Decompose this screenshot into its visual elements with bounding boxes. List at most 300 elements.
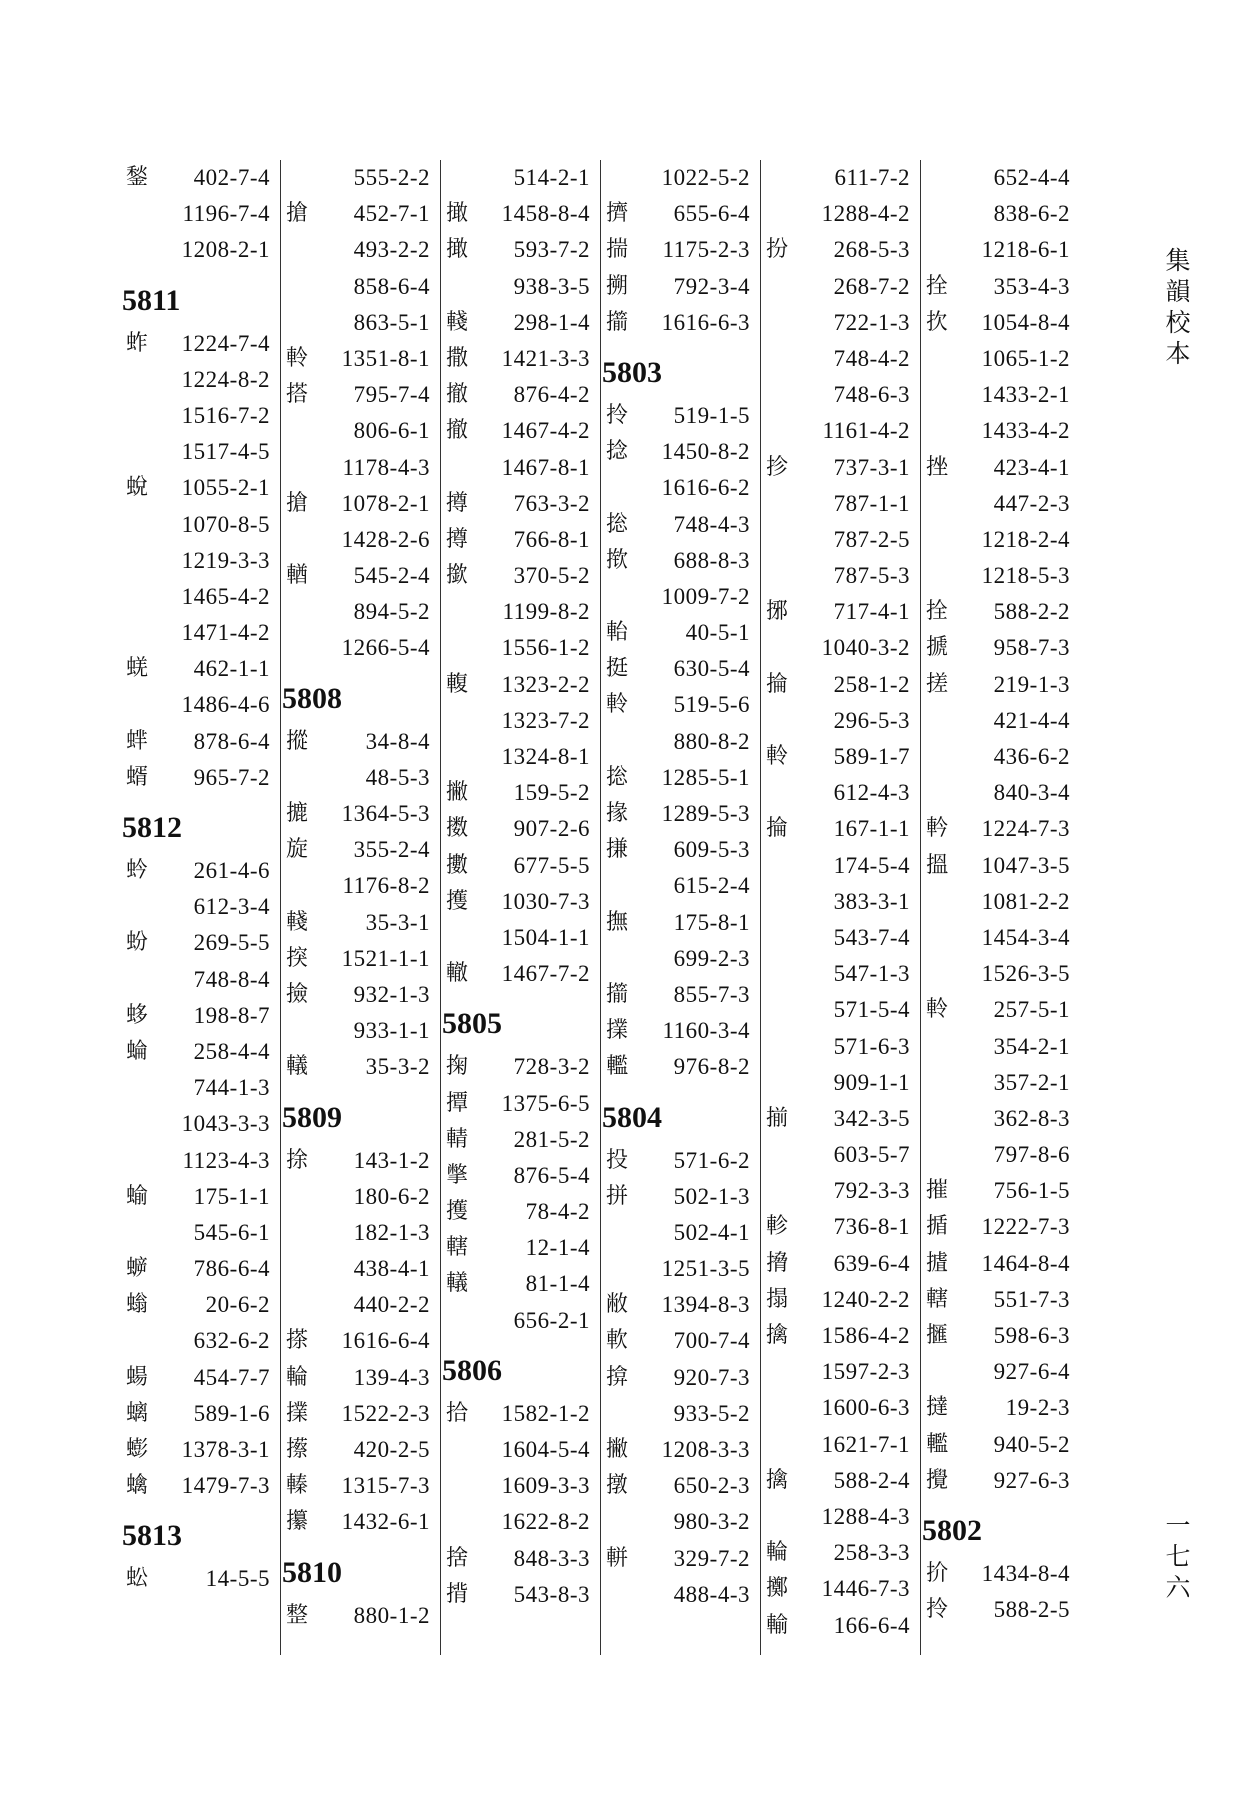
entry-character: 投 (606, 1147, 629, 1173)
entry-reference: 329-7-2 (673, 1545, 750, 1571)
entry-reference: 1161-4-2 (822, 418, 910, 444)
entry-reference: 1464-8-4 (981, 1250, 1070, 1276)
index-entry (440, 341, 600, 377)
entry-reference: 370-5-2 (513, 563, 590, 589)
entry-character: 轙 (446, 1271, 469, 1297)
index-entry (280, 160, 440, 196)
entry-character: 搶 (286, 201, 309, 227)
index-entry (440, 1158, 600, 1194)
entry-reference: 296-5-3 (833, 707, 910, 733)
entry-reference: 1467-4-2 (501, 418, 590, 444)
index-entry (760, 956, 920, 992)
index-entry (760, 1101, 920, 1137)
index-entry (600, 434, 760, 470)
index-entry (120, 615, 280, 651)
entry-character: 整 (286, 1602, 309, 1628)
entry-reference: 1616-6-3 (661, 309, 750, 335)
entry-reference: 589-1-6 (193, 1400, 270, 1426)
entry-reference: 756-1-5 (993, 1178, 1070, 1204)
entry-reference: 958-7-3 (993, 635, 1070, 661)
entry-reference: 1178-4-3 (342, 454, 430, 480)
entry-character: 轞 (606, 1054, 629, 1080)
entry-character: 轙 (286, 1054, 309, 1080)
index-entry (280, 341, 440, 377)
index-entry (120, 889, 280, 925)
entry-reference: 35-3-1 (365, 909, 430, 935)
entry-reference: 1266-5-4 (341, 635, 430, 661)
index-entry (280, 594, 440, 630)
index-entry (120, 196, 280, 232)
entry-reference: 547-1-3 (833, 961, 910, 987)
section-heading: 5813 (122, 1519, 182, 1553)
index-entry (120, 1360, 280, 1396)
index-entry (920, 413, 1080, 449)
index-entry (280, 232, 440, 268)
index-entry (120, 160, 280, 196)
entry-reference: 362-8-3 (993, 1105, 1070, 1131)
entry-character: 搵 (926, 852, 949, 878)
entry-character: 撳 (446, 563, 469, 589)
entry-reference: 652-4-4 (993, 165, 1070, 190)
entry-character: 撒 (446, 345, 469, 371)
index-entry (760, 848, 920, 884)
entry-reference: 447-2-3 (993, 490, 1070, 516)
entry-character: 撇 (446, 780, 469, 806)
index-entry (120, 1179, 280, 1215)
entry-reference: 588-2-5 (993, 1597, 1070, 1623)
index-entry (280, 413, 440, 449)
entry-reference: 1285-5-1 (661, 764, 750, 790)
entry-reference: 1123-4-3 (182, 1147, 270, 1173)
index-entry (440, 232, 600, 268)
entry-reference: 1467-7-2 (501, 961, 590, 987)
index-entry (760, 1608, 920, 1644)
entry-character: 扮 (766, 237, 789, 263)
entry-character: 轃 (286, 1473, 309, 1499)
index-entry (600, 1179, 760, 1215)
index-entry (760, 1065, 920, 1101)
entry-reference: 932-1-3 (353, 981, 430, 1007)
index-entry (600, 398, 760, 434)
entry-reference: 19-2-3 (1005, 1395, 1070, 1421)
section-heading: 5805 (442, 1007, 502, 1041)
entry-reference: 543-7-4 (833, 924, 910, 950)
index-entry (440, 413, 600, 449)
entry-character: 摧 (926, 1178, 949, 1204)
entry-reference: 589-1-7 (833, 744, 910, 769)
entry-reference: 976-8-2 (673, 1054, 750, 1080)
entry-character: 搚 (766, 1250, 789, 1276)
entry-reference: 1040-3-2 (821, 635, 910, 661)
index-entry (760, 377, 920, 413)
index-column (280, 160, 441, 1655)
entry-character: 擓 (926, 1323, 949, 1348)
entry-reference: 454-7-7 (193, 1364, 270, 1390)
index-entry (120, 998, 280, 1034)
entry-reference: 630-5-4 (673, 656, 750, 682)
entry-reference: 787-2-5 (833, 526, 910, 552)
entry-reference: 81-1-4 (525, 1271, 590, 1297)
index-entry (280, 760, 440, 796)
entry-character: 撆 (446, 1162, 469, 1188)
index-entry (920, 1390, 1080, 1426)
index-entry (600, 1360, 760, 1396)
index-entry (920, 305, 1080, 341)
index-entry (760, 1354, 920, 1390)
entry-character: 輶 (286, 563, 309, 589)
index-entry (440, 1230, 600, 1266)
index-entry (280, 1323, 440, 1359)
entry-character: 撖 (446, 237, 469, 263)
entry-reference: 257-5-1 (993, 997, 1070, 1023)
entry-reference: 159-5-2 (513, 780, 590, 806)
index-entry (440, 1194, 600, 1230)
entry-reference: 1504-1-1 (501, 924, 590, 950)
entry-character: 蜣 (126, 656, 149, 682)
entry-reference: 797-8-6 (993, 1142, 1070, 1168)
index-entry (920, 848, 1080, 884)
entry-reference: 545-2-4 (353, 563, 430, 589)
entry-reference: 1199-8-2 (502, 599, 590, 625)
entry-reference: 1454-3-4 (981, 924, 1070, 950)
index-entry (440, 594, 600, 630)
entry-reference: 488-4-3 (673, 1581, 750, 1607)
entry-reference: 980-3-2 (673, 1509, 750, 1535)
index-entry (280, 1468, 440, 1504)
entry-reference: 198-8-7 (193, 1002, 270, 1028)
entry-character: 摣 (926, 1250, 949, 1276)
entry-character: 軨 (286, 345, 309, 371)
page-number: 一七六 (1165, 1511, 1191, 1602)
entry-reference: 1196-7-4 (182, 201, 270, 227)
index-entry (120, 507, 280, 543)
entry-character: 搓 (926, 671, 949, 697)
entry-reference: 1486-4-6 (181, 692, 270, 718)
entry-reference: 1394-8-3 (661, 1292, 750, 1318)
index-entry (920, 1029, 1080, 1065)
index-entry (600, 1215, 760, 1251)
entry-reference: 593-7-2 (513, 237, 590, 263)
entry-character: 搠 (606, 273, 629, 299)
entry-reference: 1517-4-5 (181, 439, 270, 465)
entry-character: 蝪 (126, 1364, 149, 1390)
index-column (760, 160, 921, 1655)
entry-reference: 1224-8-2 (181, 366, 270, 392)
entry-reference: 609-5-3 (673, 837, 750, 863)
section-heading: 5804 (602, 1100, 662, 1134)
entry-reference: 880-8-2 (673, 728, 750, 754)
index-entry (280, 1598, 440, 1634)
entry-reference: 166-6-4 (833, 1612, 910, 1638)
index-entry (440, 486, 600, 522)
section-heading: 5809 (282, 1100, 342, 1134)
index-entry (760, 1535, 920, 1571)
entry-reference: 1224-7-3 (981, 816, 1070, 842)
entry-reference: 700-7-4 (673, 1328, 750, 1354)
entry-character: 拎 (606, 402, 629, 428)
entry-reference: 744-1-3 (193, 1075, 270, 1101)
index-entry (600, 1013, 760, 1049)
index-entry (120, 434, 280, 470)
entry-character: 捨 (446, 1545, 469, 1571)
entry-reference: 14-5-5 (205, 1566, 270, 1592)
entry-character: 揜 (606, 1364, 629, 1390)
index-entry (920, 1173, 1080, 1209)
entry-reference: 786-6-4 (193, 1256, 270, 1282)
entry-character: 擒 (766, 1467, 789, 1493)
index-entry (120, 579, 280, 615)
entry-reference: 462-1-1 (193, 656, 270, 682)
index-entry (920, 522, 1080, 558)
index-entry (280, 868, 440, 904)
index-entry (920, 775, 1080, 811)
entry-character: 擈 (286, 1400, 309, 1426)
index-entry (760, 1390, 920, 1426)
index-entry (920, 269, 1080, 305)
entry-reference: 688-8-3 (673, 547, 750, 573)
entry-character: 軟 (606, 1328, 629, 1354)
index-entry (600, 832, 760, 868)
entry-reference: 1597-2-3 (821, 1359, 910, 1385)
entry-character: 拴 (926, 273, 949, 299)
entry-reference: 1428-2-6 (341, 526, 430, 552)
index-entry (760, 196, 920, 232)
index-entry (440, 775, 600, 811)
entry-character: 撫 (606, 909, 629, 935)
index-entry (920, 884, 1080, 920)
index-entry (760, 232, 920, 268)
index-entry (920, 486, 1080, 522)
index-entry (120, 760, 280, 796)
index-entry (760, 1209, 920, 1245)
index-entry (920, 1318, 1080, 1354)
index-entry (920, 667, 1080, 703)
entry-reference: 182-1-3 (353, 1219, 430, 1245)
entry-character: 搛 (606, 837, 629, 863)
entry-reference: 423-4-1 (993, 454, 1070, 480)
index-entry (280, 905, 440, 941)
entry-character: 蟛 (126, 1437, 149, 1462)
index-entry (760, 413, 920, 449)
entry-reference: 1446-7-3 (821, 1576, 910, 1602)
entry-reference: 598-6-3 (993, 1323, 1070, 1348)
entry-reference: 353-4-3 (993, 273, 1070, 299)
index-entry (120, 1468, 280, 1504)
entry-reference: 1586-4-2 (821, 1323, 910, 1348)
index-entry (600, 1577, 760, 1613)
entry-reference: 1434-8-4 (981, 1560, 1070, 1586)
section-heading: 5806 (442, 1353, 502, 1387)
index-entry (600, 651, 760, 687)
index-entry (280, 522, 440, 558)
index-entry (600, 905, 760, 941)
index-entry (440, 1122, 600, 1158)
index-entry (760, 992, 920, 1028)
entry-reference: 1160-3-4 (662, 1018, 750, 1044)
index-entry (920, 558, 1080, 594)
entry-character: 搽 (286, 1328, 309, 1354)
entry-reference: 1375-6-5 (501, 1090, 590, 1116)
entry-reference: 281-5-2 (513, 1126, 590, 1152)
entry-reference: 355-2-4 (353, 837, 430, 863)
index-entry (760, 1318, 920, 1354)
entry-reference: 1251-3-5 (661, 1256, 750, 1282)
index-entry (120, 1251, 280, 1287)
entry-character: 轄 (926, 1286, 949, 1312)
entry-reference: 855-7-3 (673, 981, 750, 1007)
index-entry (920, 703, 1080, 739)
index-entry (600, 1143, 760, 1179)
entry-reference: 1219-3-3 (181, 547, 270, 573)
index-entry (280, 558, 440, 594)
entry-reference: 35-3-2 (365, 1054, 430, 1080)
index-entry (920, 594, 1080, 630)
index-entry (440, 1432, 600, 1468)
index-entry (440, 630, 600, 666)
entry-reference: 436-6-2 (993, 744, 1070, 769)
index-entry (440, 1468, 600, 1504)
entry-reference: 20-6-2 (205, 1292, 270, 1318)
entry-character: 拾 (446, 1400, 469, 1426)
index-entry (440, 956, 600, 992)
entry-character: 撤 (446, 382, 469, 408)
entry-reference: 792-3-3 (833, 1178, 910, 1204)
entry-reference: 1208-2-1 (181, 237, 270, 263)
entry-reference: 880-1-2 (353, 1602, 430, 1628)
index-entry (760, 1463, 920, 1499)
entry-reference: 175-1-1 (193, 1183, 270, 1209)
entry-reference: 551-7-3 (993, 1286, 1070, 1312)
index-entry (280, 941, 440, 977)
entry-reference: 1450-8-2 (661, 439, 750, 465)
entry-character: 軩 (606, 620, 629, 646)
index-entry (120, 543, 280, 579)
entry-reference: 615-2-4 (673, 873, 750, 899)
entry-character: 擲 (766, 1576, 789, 1602)
entry-reference: 603-5-7 (833, 1142, 910, 1168)
entry-reference: 571-6-3 (833, 1033, 910, 1059)
index-entry (120, 1106, 280, 1142)
entry-reference: 1351-8-1 (341, 345, 430, 371)
index-entry (920, 1463, 1080, 1499)
entry-character: 揹 (446, 1581, 469, 1607)
index-entry (920, 341, 1080, 377)
index-entry (600, 687, 760, 723)
entry-character: 輹 (446, 671, 469, 697)
index-entry (920, 811, 1080, 847)
entry-reference: 612-3-4 (193, 894, 270, 920)
entry-reference: 519-5-6 (673, 692, 750, 718)
index-entry (440, 558, 600, 594)
entry-character: 蠄 (126, 1473, 149, 1499)
entry-reference: 1465-4-2 (181, 583, 270, 609)
entry-reference: 656-2-1 (513, 1307, 590, 1333)
entry-character: 攃 (286, 1437, 309, 1462)
index-entry (920, 232, 1080, 268)
entry-reference: 502-4-1 (673, 1219, 750, 1245)
entry-reference: 1364-5-3 (341, 801, 430, 826)
entry-reference: 268-7-2 (833, 273, 910, 299)
index-entry (600, 1049, 760, 1085)
index-entry (440, 884, 600, 920)
entry-reference: 342-3-5 (833, 1105, 910, 1131)
index-entry (440, 739, 600, 775)
index-entry (600, 615, 760, 651)
entry-reference: 514-2-1 (513, 165, 590, 190)
entry-character: 擠 (606, 201, 629, 227)
index-entry (120, 1143, 280, 1179)
entry-character: 撙 (446, 526, 469, 552)
index-entry (760, 703, 920, 739)
entry-character: 軿 (606, 1545, 629, 1571)
entry-reference: 12-1-4 (525, 1235, 590, 1261)
index-entry (280, 1143, 440, 1179)
entry-character: 撤 (446, 418, 469, 444)
index-entry (120, 232, 280, 268)
entry-reference: 632-6-2 (193, 1328, 270, 1354)
entry-reference: 34-8-4 (365, 728, 430, 754)
entry-reference: 965-7-2 (193, 764, 270, 790)
entry-character: 拎 (926, 1597, 949, 1623)
index-entry (920, 1556, 1080, 1592)
index-entry (760, 1173, 920, 1209)
index-entry (760, 884, 920, 920)
entry-reference: 1421-3-3 (501, 345, 590, 371)
entry-reference: 787-5-3 (833, 563, 910, 589)
index-entry (280, 630, 440, 666)
index-entry (280, 1013, 440, 1049)
entry-reference: 1055-2-1 (181, 475, 270, 501)
index-entry (120, 1396, 280, 1432)
entry-reference: 420-2-5 (353, 1437, 430, 1462)
entry-character: 挫 (926, 454, 949, 480)
index-entry (440, 703, 600, 739)
index-entry (600, 196, 760, 232)
entry-reference: 258-1-2 (833, 671, 910, 697)
entry-reference: 167-1-1 (833, 816, 910, 842)
entry-character: 擭 (446, 1199, 469, 1225)
index-entry (920, 920, 1080, 956)
entry-reference: 48-5-3 (365, 764, 430, 790)
entry-reference: 421-4-4 (993, 707, 1070, 733)
index-entry (280, 1215, 440, 1251)
entry-reference: 722-1-3 (833, 309, 910, 335)
section-heading: 5803 (602, 355, 662, 389)
entry-reference: 863-5-1 (353, 309, 430, 335)
entry-reference: 1070-8-5 (181, 511, 270, 537)
index-entry (120, 398, 280, 434)
entry-reference: 611-7-2 (834, 165, 910, 190)
entry-reference: 588-2-2 (993, 599, 1070, 625)
entry-character: 撴 (606, 1473, 629, 1499)
entry-reference: 1621-7-1 (821, 1431, 910, 1457)
index-entry (280, 1287, 440, 1323)
index-entry (600, 470, 760, 506)
entry-character: 輪 (286, 1364, 309, 1390)
entry-reference: 1616-6-4 (341, 1328, 430, 1354)
section-heading: 5808 (282, 681, 342, 715)
index-entry (280, 1049, 440, 1085)
index-entry (280, 1360, 440, 1396)
index-entry (120, 1432, 280, 1468)
index-entry (440, 1577, 600, 1613)
entry-character: 軨 (606, 692, 629, 718)
entry-reference: 737-3-1 (833, 454, 910, 480)
entry-reference: 555-2-2 (353, 165, 430, 190)
index-entry (760, 160, 920, 196)
index-entry (120, 1323, 280, 1359)
entry-reference: 258-3-3 (833, 1540, 910, 1566)
